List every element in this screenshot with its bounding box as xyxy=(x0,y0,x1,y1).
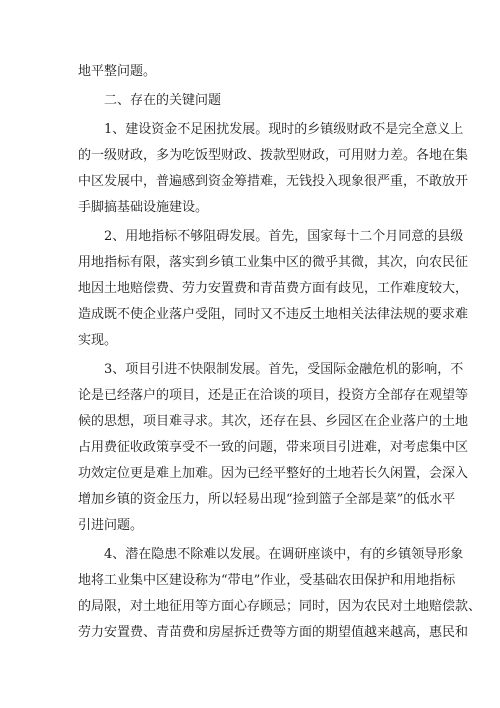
paragraph-line: 引进问题。 xyxy=(78,518,144,533)
paragraph-line: 地因土地赔偿费、劳力安置费和青苗费方面有歧见，工作难度较大， xyxy=(78,281,469,296)
paragraph-line: 增加乡镇的资金压力，所以轻易出现“捡到篮子全部是菜”的低水平 xyxy=(78,492,456,507)
paragraph-line: 2、用地指标不够阻碍发展。首先，国家每十二个月同意的县级 xyxy=(104,229,464,244)
paragraph-line: 的局限，对土地征用等方面心存顾忌；同时，因为农民对土地赔偿款、 xyxy=(78,599,482,614)
paragraph-line: 占用费征收政策享受不一致的问题，带来项目引进难，对考虑集中区 xyxy=(78,440,469,455)
paragraph-line: 手脚搞基础设施建设。 xyxy=(78,200,209,215)
paragraph-line: 地将工业集中区建设称为“带电”作业，受基础农田保护和用地指标 xyxy=(78,573,456,588)
paragraph-line: 候的思想，项目难寻求。其次，还存在县、乡园区在企业落户的土地 xyxy=(78,414,469,429)
paragraph-line: 4、潜在隐患不除难以发展。在调研座谈中，有的乡镇领导形象 xyxy=(104,547,464,562)
paragraph-line: 劳力安置费、青苗费和房屋拆迁费等方面的期望值越来越高，惠民和 xyxy=(78,625,469,640)
section-heading: 二、存在的关键问题 xyxy=(104,93,222,108)
paragraph-line: 地平整问题。 xyxy=(78,64,157,79)
paragraph-line: 论是已经落户的项目，还是正在洽谈的项目，投资方全部存在观望等 xyxy=(78,388,469,403)
paragraph-line: 的一级财政，多为吃饭型财政、拨款型财政，可用财力差。各地在集 xyxy=(78,148,469,163)
paragraph-line: 功效定位更是难上加难。因为已经平整好的土地若长久闲置，会深入 xyxy=(78,466,469,481)
paragraph-line: 实现。 xyxy=(78,333,118,348)
paragraph-line: 3、项目引进不快限制发展。首先，受国际金融危机的影响，不 xyxy=(104,362,464,377)
paragraph-line: 造成既不使企业落户受阻，同时又不违反土地相关法律法规的要求难 xyxy=(78,307,469,322)
paragraph-line: 1、建设资金不足困扰发展。现时的乡镇级财政不是完全意义上 xyxy=(104,122,464,137)
paragraph-line: 中区发展中，普遍感到资金筹措难，无钱投入现象很严重，不敢放开 xyxy=(78,174,469,189)
paragraph-line: 用地指标有限，落实到乡镇工业集中区的微乎其微，其次，向农民征 xyxy=(78,255,469,270)
